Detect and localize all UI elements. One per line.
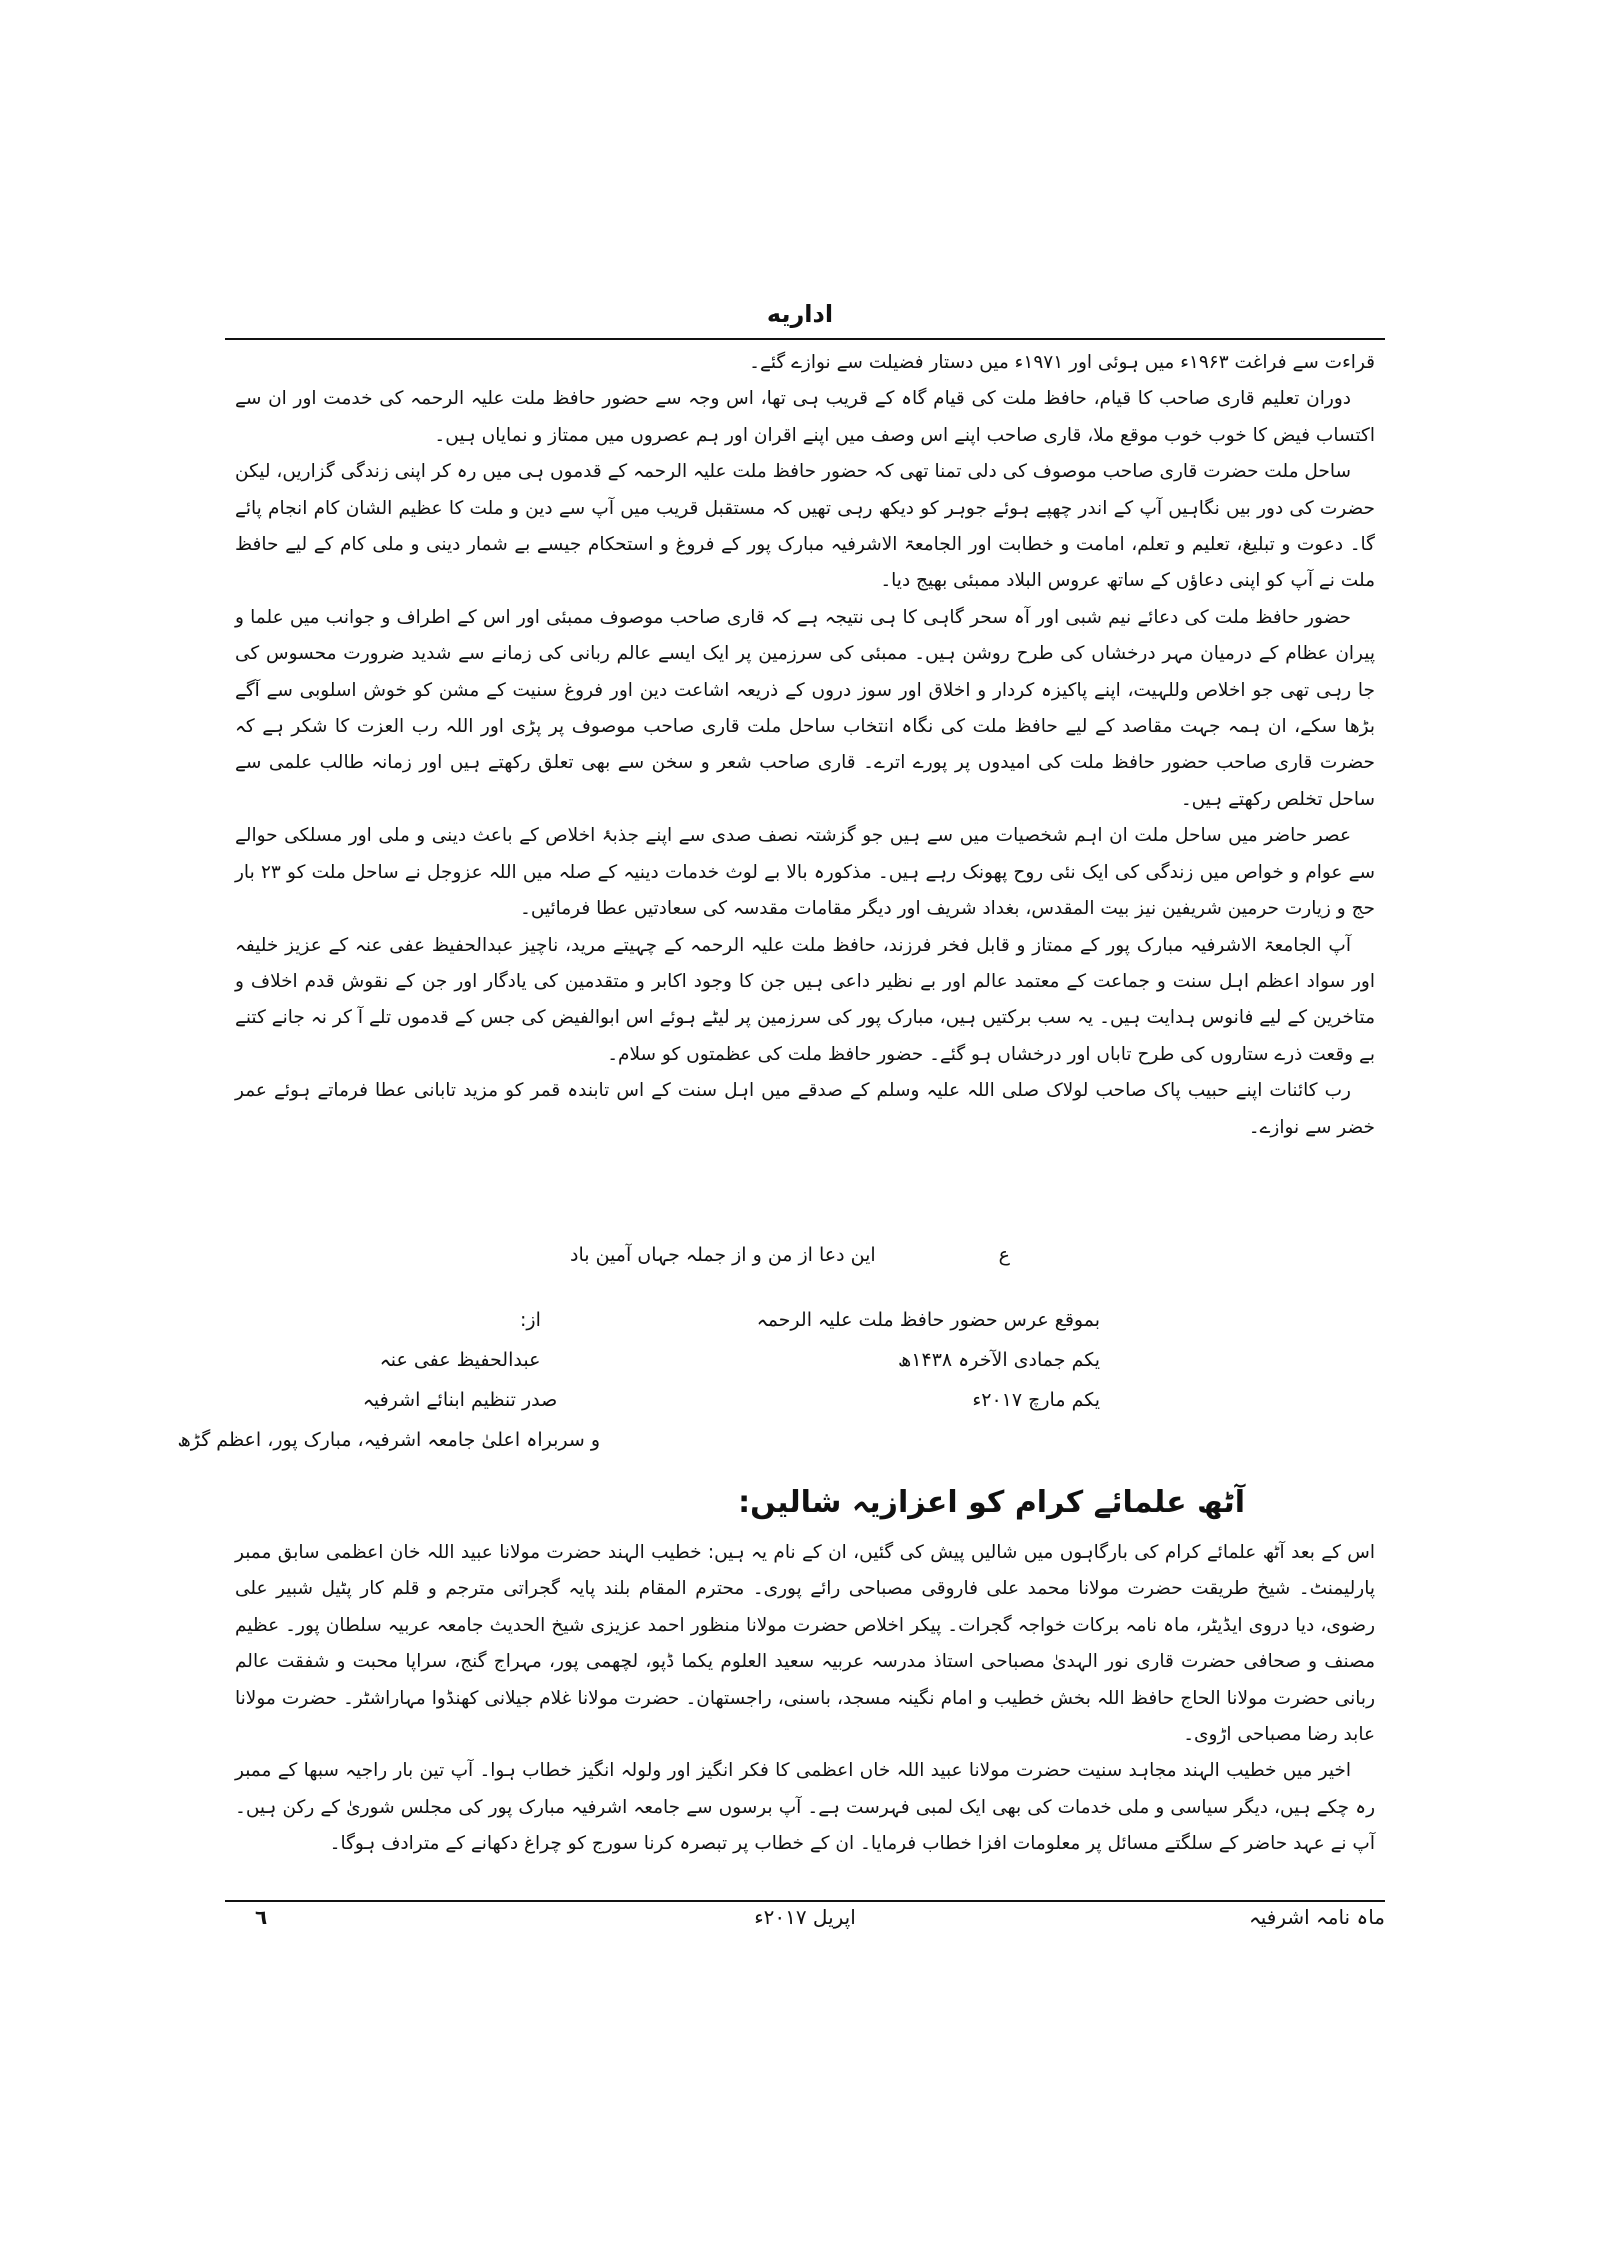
page-number: ٦ (255, 1905, 268, 1929)
footer-rule (225, 1900, 1385, 1902)
paragraph: حضور حافظ ملت کی دعائے نیم شبی اور آہ سحر گاہی کا ہی نتیجہ ہے کہ قاری صاحب موصوف ممبئی اور اس کے اطراف و جوانب میں علما و پیران عظام کے درمیان مہر درخشاں کی طرح روشن ہیں۔ ممبئی کی سرزمین پر ایک ایسے عالم ربانی کی زمانے سے شدید ضرورت محسوس کی جا رہی تھی جو اخلاص وللہیت، اپنے پاکیزہ کردار و اخلاق اور سوز دروں کے ذریعہ اشاعت دین اور فروغ سنیت کے مشن کو خوش اسلوبی سے آگے بڑھا سکے، ان ہمہ جہت مقاصد کے لیے حافظ ملت کی نگاہ انتخاب ساحل ملت قاری صاحب موصوف پر پڑی اور اللہ رب العزت کا شکر ہے کہ حضرت قاری صاحب حضور حافظ ملت کی امیدوں پر پورے اترے۔ قاری صاحب شعر و سخن سے بھی تعلق رکھتے ہیں اور زمانہ طالب علمی سے ساحل تخلص رکھتے ہیں۔ (235, 606, 1375, 810)
paragraph: دوران تعلیم قاری صاحب کا قیام، حافظ ملت کی قیام گاہ کے قریب ہی تھا، اس وجہ سے حضور حافظ ملت علیہ الرحمہ کی خدمت اور ان سے اکتساب فیض کا خوب خوب موقع ملا، قاری صاحب اپنے اس وصف میں اپنے اقران اور ہم عصروں میں ممتاز و نمایاں ہیں۔ (235, 388, 1375, 446)
persian-verse (570, 1244, 1010, 1266)
occasion-line: بموقع عرس حضور حافظ ملت علیہ الرحمہ (756, 1309, 1100, 1331)
editorial-body (235, 345, 1375, 1146)
author-title: صدر تنظیم ابنائے اشرفیہ (362, 1389, 558, 1411)
signature-author-block (177, 1300, 600, 1460)
gregorian-date: یکم مارچ ۲۰۱۷ء (972, 1389, 1100, 1411)
page-footer (225, 1905, 1385, 1941)
author-name: عبدالحفیظ عفی عنہ (379, 1349, 541, 1371)
paragraph: قراءت سے فراغت ۱۹۶۳ء میں ہوئی اور ۱۹۷۱ء میں دستار فضیلت سے نوازے گئے۔ (749, 352, 1375, 373)
page-header-title: اداریه (766, 300, 834, 328)
signature-date-block (700, 1300, 1100, 1420)
from-label: از: (520, 1309, 541, 1331)
paragraph: ساحل ملت حضرت قاری صاحب موصوف کی دلی تمنا تھی کہ حضور حافظ ملت علیہ الرحمہ کے قدموں ہی میں رہ کر اپنی زندگی گزاریں، لیکن حضرت کی دور بیں نگاہیں آپ کے اندر چھپے ہوئے جوہر کو دیکھ رہی تھیں کہ مستقبل قریب میں آپ سے دین و ملت کا عظیم الشان کام انجام پائے گا۔ دعوت و تبلیغ، تعلیم و تعلم، امامت و خطابت اور الجامعۃ الاشرفیہ مبارک پور کے فروغ و استحکام جیسے بے شمار دینی و ملی کام کے لیے حافظ ملت نے آپ کو اپنی دعاؤں کے ساتھ عروس البلاد ممبئی بھیج دیا۔ (235, 461, 1375, 592)
section-heading: آٹھ علمائے کرام کو اعزازیہ شالیں: (738, 1485, 1245, 1520)
section-body (235, 1535, 1375, 1863)
header-rule (225, 338, 1385, 340)
verse-marker: ع (998, 1244, 1010, 1266)
verse-text: این دعا از من و از جملہ جہاں آمین باد (570, 1244, 876, 1266)
paragraph: عصر حاضر میں ساحل ملت ان اہم شخصیات میں سے ہیں جو گزشتہ نصف صدی سے اپنے جذبۂ اخلاص کے باعث دینی و ملی اور مسلکی حوالے سے عوام و خواص میں زندگی کی ایک نئی روح پھونک رہے ہیں۔ مذکورہ بالا بے لوث خدمات دینیہ کے صلہ میں اللہ عزوجل نے ساحل ملت کو ۲۳ بار حج و زیارت حرمین شریفین نیز بیت المقدس، بغداد شریف اور دیگر مقامات مقدسہ کی سعادتیں عطا فرمائیں۔ (235, 825, 1375, 920)
hijri-date: یکم جمادی الآخرہ ۱۴۳۸ھ (898, 1349, 1100, 1371)
paragraph: آپ الجامعۃ الاشرفیہ مبارک پور کے ممتاز و قابل فخر فرزند، حافظ ملت علیہ الرحمہ کے چہیتے مرید، ناچیز عبدالحفیظ عفی عنہ کے عزیز خلیفہ اور سواد اعظم اہل سنت و جماعت کے معتمد عالم اور بے نظیر داعی ہیں جن کا وجود اکابر و متقدمین کی یادگار اور جن کے نقوش قدم اخلاف و متاخرین کے لیے فانوس ہدایت ہیں۔ یہ سب برکتیں ہیں، مبارک پور کی سرزمین پر لیٹے ہوئے اس ابوالفیض کی جس کے قدموں تلے آ کر نہ جانے کتنے بے وقعت ذرے ستاروں کی طرح تاباں اور درخشاں ہو گئے۔ حضور حافظ ملت کی عظمتوں کو سلام۔ (235, 934, 1375, 1065)
paragraph: اس کے بعد آٹھ علمائے کرام کی بارگاہوں میں شالیں پیش کی گئیں، ان کے نام یہ ہیں: خطیب الہند حضرت مولانا عبید اللہ خان اعظمی سابق ممبر پارلیمنٹ۔ شیخ طریقت حضرت مولانا محمد علی فاروقی مصباحی رائے پوری۔ محترم المقام بلند پایہ گجراتی مترجم و قلم کار پٹیل شبیر علی رضوی، دیا دروی ایڈیٹر، ماہ نامہ برکات خواجہ گجرات۔ پیکر اخلاص حضرت مولانا منظور احمد عزیزی شیخ الحدیث جامعہ عربیہ سلطان پور۔ عظیم مصنف و صحافی حضرت قاری نور الہدیٰ مصباحی استاذ مدرسہ عربیہ سعید العلوم یکما ڈپو، لچھمی پور، مہراج گنج، سراپا محبت و شفقت عالم ربانی حضرت مولانا الحاج حافظ اللہ بخش خطیب و امام نگینہ مسجد، باسنی، راجستھان۔ حضرت مولانا غلام جیلانی کھنڈوا مہاراشٹر۔ حضرت مولانا عابد رضا مصباحی اڑوی۔ (235, 1542, 1375, 1746)
paragraph: اخیر میں خطیب الہند مجاہد سنیت حضرت مولانا عبید اللہ خاں اعظمی کا فکر انگیز اور ولولہ انگیز خطاب ہوا۔ آپ تین بار راجیہ سبھا کے ممبر رہ چکے ہیں، دیگر سیاسی و ملی خدمات کی بھی ایک لمبی فہرست ہے۔ آپ برسوں سے جامعہ اشرفیہ مبارک پور کی مجلس شوریٰ کے رکن ہیں۔ آپ نے عہد حاضر کے سلگتے مسائل پر معلومات افزا خطاب فرمایا۔ ان کے خطاب پر تبصرہ کرنا سورج کو چراغ دکھانے کے مترادف ہوگا۔ (235, 1760, 1375, 1855)
issue-date: اپریل ۲۰۱۷ء (754, 1905, 856, 1929)
paragraph: رب کائنات اپنے حبیب پاک صاحب لولاک صلی اللہ علیہ وسلم کے صدقے میں اہل سنت کے اس تابندہ قمر کو مزید تابانی عطا فرماتے ہوئے عمر خضر سے نوازے۔ (235, 1080, 1375, 1138)
magazine-name: ماہ نامہ اشرفیہ (1249, 1905, 1385, 1929)
author-title: و سربراہ اعلیٰ جامعہ اشرفیہ، مبارک پور، اعظم گڑھ (177, 1429, 600, 1451)
